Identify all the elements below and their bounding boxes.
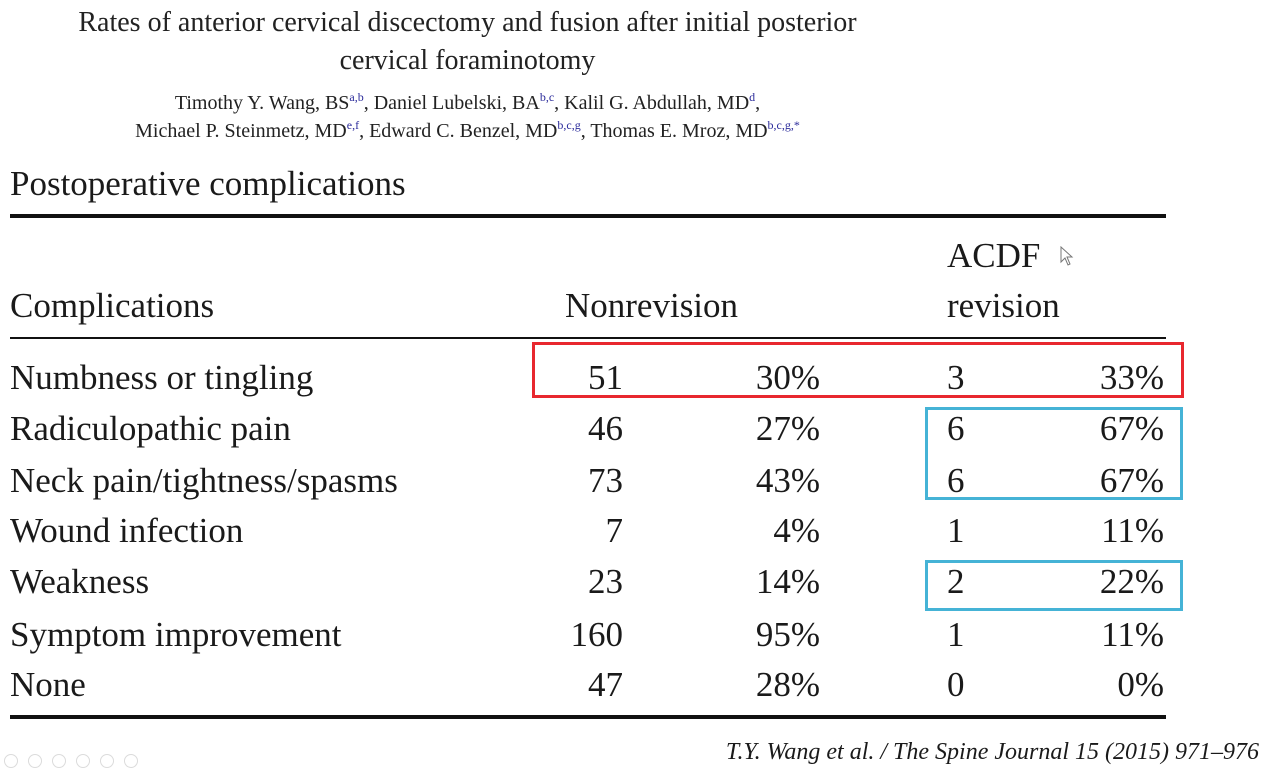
author-name: Kalil G. Abdullah, MD <box>564 92 750 114</box>
nonrevision-percent: 14% <box>755 562 820 601</box>
authors-line1 <box>0 89 935 117</box>
author-affiliation[interactable]: e,f <box>346 118 360 132</box>
table-header-rule <box>10 337 1166 339</box>
author-separator: , <box>554 92 565 114</box>
nonrevision-count: 160 <box>570 615 623 654</box>
header-revision: revision <box>947 286 1060 325</box>
author-separator: , <box>580 120 591 142</box>
nonrevision-percent: 27% <box>755 409 820 448</box>
table-top-rule <box>10 214 1166 218</box>
revision-percent: 67% <box>1099 409 1164 448</box>
author-affiliation[interactable]: a,b <box>349 90 364 104</box>
row-label: Symptom improvement <box>10 615 342 654</box>
author-affiliation[interactable]: b,c <box>539 90 555 104</box>
row-label: Weakness <box>10 562 150 601</box>
row-label: Neck pain/tightness/spasms <box>10 461 398 500</box>
table-row <box>0 560 1263 604</box>
control-icon[interactable] <box>124 754 138 768</box>
revision-count: 6 <box>947 409 965 448</box>
paper-title-line1: Rates of anterior cervical discectomy and fusion after initial posterior <box>78 7 857 38</box>
table-row <box>0 509 1263 553</box>
row-label: Wound infection <box>10 511 244 550</box>
table-row <box>0 663 1263 707</box>
control-icon[interactable] <box>100 754 114 768</box>
journal-citation: T.Y. Wang et al. / The Spine Journal 15 (2015) 971–976 <box>725 739 1259 765</box>
paper-title-line2: cervical foraminotomy <box>339 45 596 76</box>
header-acdf: ACDF <box>947 236 1041 275</box>
author-affiliation[interactable]: d <box>749 90 756 104</box>
revision-count: 1 <box>947 511 965 550</box>
revision-percent: 67% <box>1099 461 1164 500</box>
nonrevision-percent: 95% <box>755 615 820 654</box>
revision-percent: 11% <box>1101 511 1164 550</box>
revision-count: 0 <box>947 665 965 704</box>
nonrevision-count: 47 <box>588 665 623 704</box>
revision-percent: 0% <box>1117 665 1164 704</box>
nonrevision-count: 46 <box>588 409 623 448</box>
author-affiliation[interactable]: b,c,g <box>557 118 581 132</box>
revision-count: 1 <box>947 615 965 654</box>
row-label: Numbness or tingling <box>10 358 314 397</box>
revision-percent: 22% <box>1099 562 1164 601</box>
author-separator: , <box>755 92 761 114</box>
authors-line2 <box>0 117 935 145</box>
table-section-title: Postoperative complications <box>10 164 406 203</box>
revision-percent: 33% <box>1099 358 1164 397</box>
nonrevision-count: 7 <box>605 511 623 550</box>
nonrevision-count: 51 <box>588 358 623 397</box>
author-name: Daniel Lubelski, BA <box>373 92 540 114</box>
author-separator: , <box>359 120 370 142</box>
control-icon[interactable] <box>76 754 90 768</box>
table-row <box>0 356 1263 400</box>
revision-count: 3 <box>947 358 965 397</box>
control-icon[interactable] <box>52 754 66 768</box>
table-bottom-rule <box>10 715 1166 719</box>
revision-count: 2 <box>947 562 965 601</box>
nonrevision-percent: 43% <box>755 461 820 500</box>
control-icon[interactable] <box>4 754 18 768</box>
revision-percent: 11% <box>1101 615 1164 654</box>
author-name: Michael P. Steinmetz, MD <box>135 120 347 142</box>
revision-count: 6 <box>947 461 965 500</box>
table-row <box>0 613 1263 657</box>
mouse-cursor-icon <box>1060 246 1074 266</box>
author-name: Timothy Y. Wang, BS <box>174 92 350 114</box>
author-name: Thomas E. Mroz, MD <box>590 120 768 142</box>
author-affiliation[interactable]: b,c,g,* <box>767 118 800 132</box>
table-row <box>0 407 1263 451</box>
nonrevision-percent: 30% <box>755 358 820 397</box>
row-label: Radiculopathic pain <box>10 409 291 448</box>
control-icon[interactable] <box>28 754 42 768</box>
header-nonrevision: Nonrevision <box>565 286 739 325</box>
header-complications: Complications <box>10 286 215 325</box>
nonrevision-percent: 4% <box>773 511 820 550</box>
nonrevision-count: 23 <box>588 562 623 601</box>
row-label: None <box>10 665 86 704</box>
table-row <box>0 459 1263 503</box>
author-name: Edward C. Benzel, MD <box>369 120 558 142</box>
player-controls <box>4 754 138 768</box>
author-separator: , <box>363 92 374 114</box>
nonrevision-count: 73 <box>588 461 623 500</box>
nonrevision-percent: 28% <box>755 665 820 704</box>
